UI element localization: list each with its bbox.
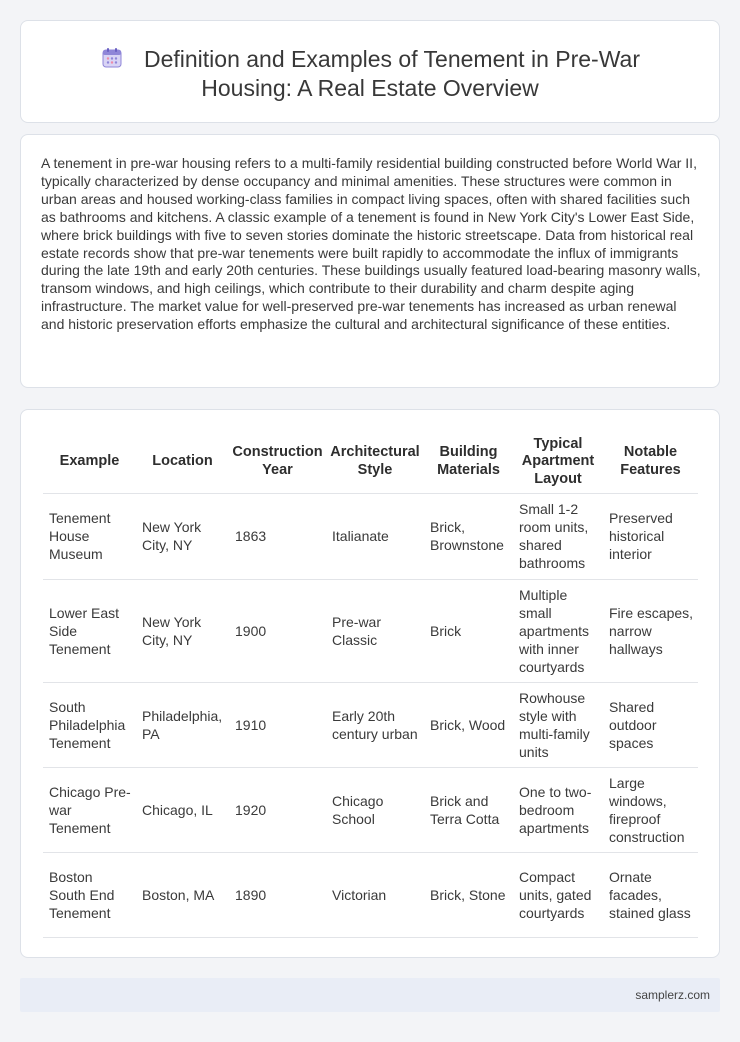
page-title xyxy=(100,45,640,103)
table-cell: Italianate xyxy=(326,493,424,579)
table-cell: Pre-war Classic xyxy=(326,579,424,682)
column-header: Typical Apartment Layout xyxy=(513,432,603,493)
description-text: A tenement in pre-war housing refers to a multi-family residential building constructed before World War II, typically characterized by dense occupancy and minimal amenities. These structures were common in urban areas and housed working-class families in compact living spaces, often with shared facilities such as bathrooms and kitchens. A classic example of a tenement is found in New York City's Lower East Side, where brick buildings with five to seven stories dominate the historic streetscape. Data from historical real estate records show that pre-war tenements were built rapidly to accommodate the influx of immigrants during the late 19th and early 20th centuries. These buildings usually featured load-bearing masonry walls, transom windows, and high ceilings, which contribute to their durability and charm despite aging infrastructure. The market value for well-preserved pre-war tenements has increased as urban renewal and historic preservation efforts emphasize the cultural and architectural significance of these entities. xyxy=(41,155,701,333)
table-cell: Boston, MA xyxy=(136,852,229,937)
table-cell: 1900 xyxy=(229,579,326,682)
table-row xyxy=(43,767,698,852)
table-row xyxy=(43,852,698,937)
table-cell: Large windows, fireproof construction xyxy=(603,767,698,852)
footer-site-link[interactable]: samplerz.com xyxy=(635,988,710,1002)
table-cell: 1920 xyxy=(229,767,326,852)
table-header-row xyxy=(43,432,698,493)
title-line-2: Housing: A Real Estate Overview xyxy=(201,75,539,101)
table-row xyxy=(43,493,698,579)
table-cell: Boston South End Tenement xyxy=(43,852,136,937)
column-header: Example xyxy=(43,432,136,493)
table-cell: Chicago Pre-war Tenement xyxy=(43,767,136,852)
calendar-icon xyxy=(100,46,124,70)
column-header: Architectural Style xyxy=(326,432,424,493)
table-card xyxy=(20,409,720,958)
table-cell: Shared outdoor spaces xyxy=(603,682,698,767)
table-cell: Preserved historical interior xyxy=(603,493,698,579)
table-cell: One to two-bedroom apartments xyxy=(513,767,603,852)
footer xyxy=(20,978,720,1012)
table-cell: Brick and Terra Cotta xyxy=(424,767,513,852)
column-header: Location xyxy=(136,432,229,493)
column-header: Construction Year xyxy=(229,432,326,493)
tenement-table xyxy=(43,432,698,938)
table-cell: Chicago School xyxy=(326,767,424,852)
table-cell: Tenement House Museum xyxy=(43,493,136,579)
table-cell: Small 1-2 room units, shared bathrooms xyxy=(513,493,603,579)
table-cell: 1863 xyxy=(229,493,326,579)
table-cell: Rowhouse style with multi-family units xyxy=(513,682,603,767)
table-cell: Compact units, gated courtyards xyxy=(513,852,603,937)
table-cell: New York City, NY xyxy=(136,493,229,579)
table-cell: Brick, Wood xyxy=(424,682,513,767)
table-cell: Multiple small apartments with inner courtyards xyxy=(513,579,603,682)
title-line-1: Definition and Examples of Tenement in Pre-War xyxy=(143,46,641,72)
table-cell: South Philadelphia Tenement xyxy=(43,682,136,767)
table-cell: Fire escapes, narrow hallways xyxy=(603,579,698,682)
column-header: Building Materials xyxy=(424,432,513,493)
table-cell: Ornate facades, stained glass xyxy=(603,852,698,937)
description-card xyxy=(20,134,720,388)
table-row xyxy=(43,682,698,767)
table-cell: Brick, Stone xyxy=(424,852,513,937)
table-cell: Chicago, IL xyxy=(136,767,229,852)
table-cell: Early 20th century urban xyxy=(326,682,424,767)
table-cell: Philadelphia, PA xyxy=(136,682,229,767)
table-cell: Brick xyxy=(424,579,513,682)
table-cell: 1910 xyxy=(229,682,326,767)
table-cell: 1890 xyxy=(229,852,326,937)
table-cell: Brick, Brownstone xyxy=(424,493,513,579)
column-header: Notable Features xyxy=(603,432,698,493)
title-card xyxy=(20,20,720,123)
table-cell: Victorian xyxy=(326,852,424,937)
title-wrap xyxy=(21,45,719,103)
table-row xyxy=(43,579,698,682)
table-cell: Lower East Side Tenement xyxy=(43,579,136,682)
table-cell: New York City, NY xyxy=(136,579,229,682)
